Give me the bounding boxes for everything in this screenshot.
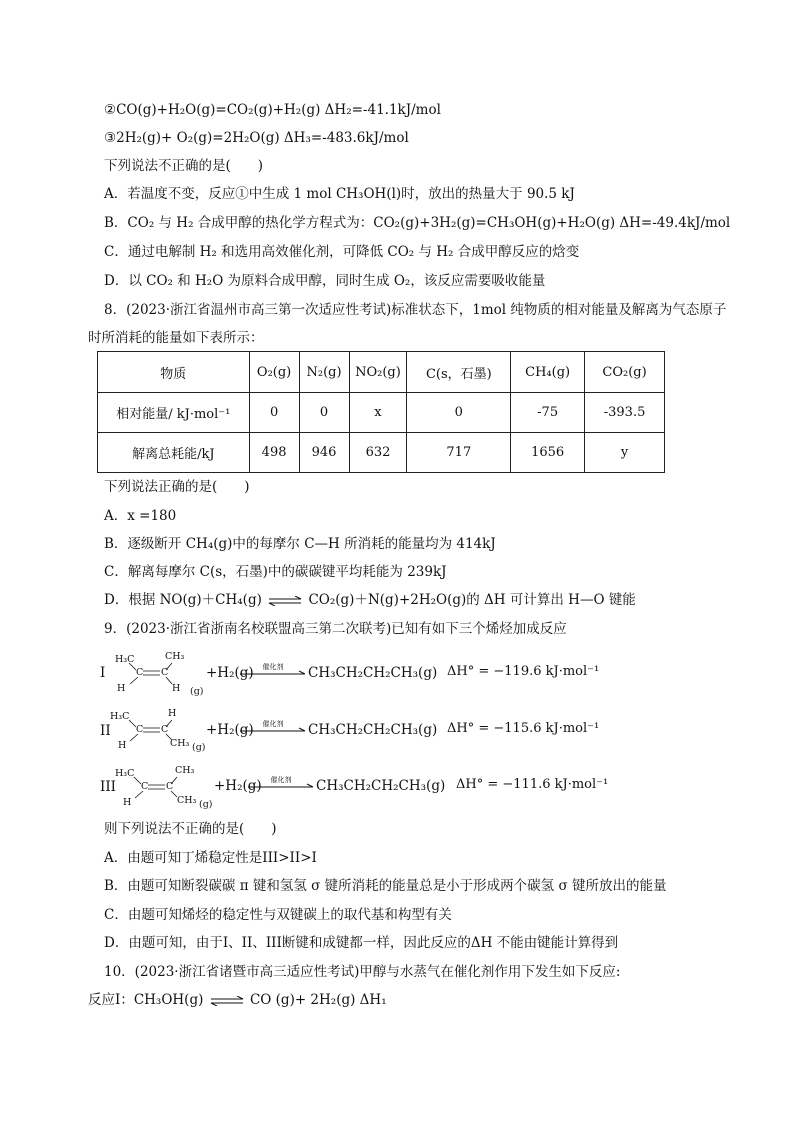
table-cell: -393.5 bbox=[585, 393, 665, 433]
q7-option-d: D．以 CO₂ 和 H₂O 为原料合成甲醇，同时生成 O₂，该反应需要吸收能量 bbox=[104, 273, 546, 289]
h2-reactant: +H₂(g) bbox=[214, 778, 262, 794]
h2-reactant: +H₂(g) bbox=[206, 665, 254, 681]
q7-option-c: C．通过电解制 H₂ 和选用高效催化剂，可降低 CO₂ 与 H₂ 合成甲醇反应的焓变 bbox=[104, 244, 580, 260]
reaction-arrow-icon bbox=[248, 777, 314, 791]
q7-option-a: A．若温度不变，反应①中生成 1 mol CH₃OH(l)时，放出的热量大于 90.5 kJ bbox=[104, 186, 575, 202]
q8-option-d bbox=[104, 591, 636, 609]
table-header-row bbox=[98, 352, 665, 393]
hydrogen-label: H bbox=[123, 797, 132, 808]
q10-reaction-1-start: 反应I：CH₃OH(g) bbox=[88, 992, 204, 1008]
catalyst-label: 催化剂 bbox=[270, 776, 292, 784]
q10-reaction-1-end: CO (g)+ 2H₂(g) ΔH₁ bbox=[249, 992, 387, 1008]
gas-state-label: (g) bbox=[199, 799, 213, 810]
h3c-label: H₃C bbox=[115, 654, 135, 665]
table-header-cell: O₂(g) bbox=[249, 352, 299, 393]
gas-state-label: (g) bbox=[190, 686, 204, 697]
q8-prompt: 下列说法正确的是( ) bbox=[104, 479, 250, 495]
h2-reactant: +H₂(g) bbox=[206, 722, 254, 738]
q8-option-b: B．逐级断开 CH₄(g)中的每摩尔 C—H 所消耗的能量均为 414kJ bbox=[104, 536, 496, 552]
table-header-cell: N₂(g) bbox=[299, 352, 349, 393]
table-cell: 498 bbox=[249, 433, 299, 473]
table-cell: 946 bbox=[299, 433, 349, 473]
enthalpy-change: ΔH° = −115.6 kJ·mol⁻¹ bbox=[447, 721, 600, 736]
ch3-label: CH₃ bbox=[165, 651, 185, 662]
carbon-label: C bbox=[141, 781, 149, 792]
butane-product: CH₃CH₂CH₂CH₃(g) bbox=[308, 665, 438, 681]
equilibrium-arrow-icon bbox=[268, 596, 302, 606]
table-cell: 相对能量/ kJ·mol⁻¹ bbox=[98, 393, 250, 433]
gas-state-label: (g) bbox=[192, 742, 206, 753]
hydrogen-label: H bbox=[117, 683, 126, 694]
butane-product: CH₃CH₂CH₂CH₃(g) bbox=[316, 778, 446, 794]
table-cell: x bbox=[349, 393, 407, 433]
trans-2-butene-structure bbox=[110, 650, 204, 697]
q9-option-d: D．由题可知，由于I、II、III断键和成键都一样，因此反应的ΔH 不能由键能计算得到 bbox=[104, 935, 619, 951]
q7-prompt: 下列说法不正确的是( ) bbox=[104, 158, 264, 174]
q10-reaction-1 bbox=[88, 991, 387, 1009]
catalyst-arrow bbox=[240, 721, 306, 735]
reaction-2: ②CO(g)+H₂O(g)=CO₂(g)+H₂(g) ΔH₂=-41.1kJ/mol bbox=[104, 102, 441, 118]
isobutene-structure bbox=[115, 764, 215, 809]
ch3-label: CH₃ bbox=[175, 765, 195, 776]
q8-option-d-end: CO₂(g)＋N(g)+2H₂O(g)的 ΔH 可计算出 H—O 键能 bbox=[308, 592, 636, 608]
q8-option-a: A．x =180 bbox=[104, 508, 177, 524]
h3c-label: H₃C bbox=[110, 711, 130, 722]
table-header-cell: CH₄(g) bbox=[511, 352, 585, 393]
reaction-arrow-icon bbox=[240, 664, 306, 678]
table-cell: 0 bbox=[299, 393, 349, 433]
table-cell: 0 bbox=[407, 393, 511, 433]
equilibrium-arrow-icon bbox=[210, 996, 244, 1006]
reaction-label: I bbox=[100, 665, 106, 681]
table-cell: 717 bbox=[407, 433, 511, 473]
catalyst-arrow bbox=[240, 664, 306, 678]
q9-option-a: A．由题可知丁烯稳定性是III>II>I bbox=[104, 850, 317, 866]
table-cell: 1656 bbox=[511, 433, 585, 473]
catalyst-label: 催化剂 bbox=[262, 720, 284, 728]
hydrogen-label: H bbox=[118, 740, 127, 751]
reaction-arrow-icon bbox=[240, 721, 306, 735]
table-cell: 632 bbox=[349, 433, 407, 473]
reaction-label: II bbox=[100, 723, 111, 739]
q9-option-c: C．由题可知烯烃的稳定性与双键碳上的取代基和构型有关 bbox=[104, 907, 452, 923]
catalyst-label: 催化剂 bbox=[262, 663, 284, 671]
reaction-label: III bbox=[100, 779, 116, 795]
h3c-label: H₃C bbox=[115, 768, 135, 779]
carbon-label: C bbox=[136, 667, 144, 678]
ch3-label: CH₃ bbox=[170, 738, 190, 749]
table-header-cell: CO₂(g) bbox=[585, 352, 665, 393]
q7-option-b: B．CO₂ 与 H₂ 合成甲醇的热化学方程式为：CO₂(g)+3H₂(g)=CH₃OH(g)+H₂O(g) ΔH=-49.4kJ/mol bbox=[104, 215, 731, 231]
reaction-3: ③2H₂(g)+ O₂(g)=2H₂O(g) ΔH₃=-483.6kJ/mol bbox=[104, 130, 409, 146]
q9-stem: 9．(2023·浙江省浙南名校联盟高三第二次联考)已知有如下三个烯烃加成反应 bbox=[104, 621, 567, 637]
butane-product: CH₃CH₂CH₂CH₃(g) bbox=[308, 722, 438, 738]
hydrogen-label: H bbox=[172, 683, 181, 694]
carbon-label: C bbox=[136, 724, 144, 735]
table-cell: 解离总耗能/kJ bbox=[98, 433, 250, 473]
cis-2-butene-structure bbox=[110, 707, 205, 752]
q8-option-d-start: D．根据 NO(g)＋CH₄(g) bbox=[104, 592, 262, 608]
table-cell: -75 bbox=[511, 393, 585, 433]
enthalpy-change: ΔH° = −119.6 kJ·mol⁻¹ bbox=[447, 664, 600, 679]
q10-stem: 10．(2023·浙江省诸暨市高三适应性考试)甲醇与水蒸气在催化剂作用下发生如下反应: bbox=[104, 964, 621, 980]
enthalpy-change: ΔH° = −111.6 kJ·mol⁻¹ bbox=[456, 777, 609, 792]
carbon-label: C bbox=[161, 724, 169, 735]
carbon-label: C bbox=[161, 667, 169, 678]
ch3-label: CH₃ bbox=[177, 795, 197, 806]
q9-prompt: 则下列说法不正确的是( ) bbox=[104, 821, 277, 837]
table-cell: 0 bbox=[249, 393, 299, 433]
hydrogen-label: H bbox=[168, 708, 177, 719]
q8-stem-line2: 时所消耗的能量如下表所示： bbox=[88, 330, 264, 346]
q9-option-b: B．由题可知断裂碳碳 π 键和氢氢 σ 键所消耗的能量总是小于形成两个碳氢 σ 键所放出的能量 bbox=[104, 878, 667, 894]
table-row bbox=[98, 433, 665, 473]
table-cell: y bbox=[585, 433, 665, 473]
q8-stem-line1: 8．(2023·浙江省温州市高三第一次适应性考试)标准状态下，1mol 纯物质的相对能量及解离为气态原子 bbox=[104, 302, 727, 318]
q8-option-c: C．解离每摩尔 C(s，石墨)中的碳碳键平均耗能为 239kJ bbox=[104, 564, 447, 580]
catalyst-arrow bbox=[248, 777, 314, 791]
carbon-label: C bbox=[166, 781, 174, 792]
table-header-cell: 物质 bbox=[98, 352, 250, 393]
table-header-cell: C(s，石墨) bbox=[407, 352, 511, 393]
table-row bbox=[98, 393, 665, 433]
table-header-cell: NO₂(g) bbox=[349, 352, 407, 393]
q8-energy-table bbox=[97, 351, 665, 473]
